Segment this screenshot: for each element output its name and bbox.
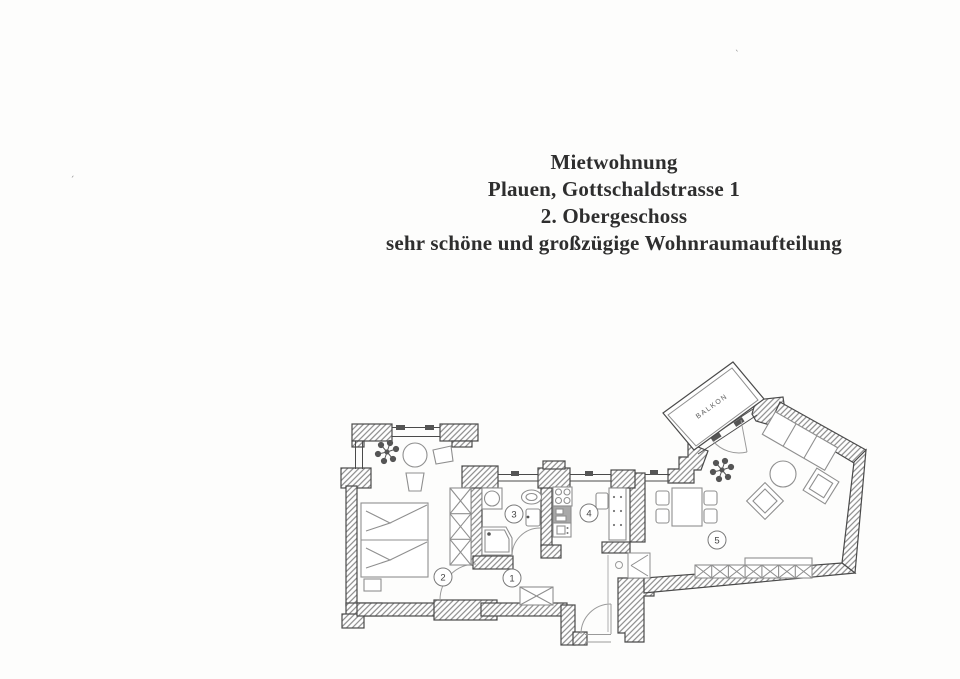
dining-set [656, 488, 717, 526]
plant-icon [710, 458, 733, 481]
scan-speckle: ´ [70, 176, 75, 186]
room-label-kitchen [580, 504, 598, 522]
bedroom-furniture [361, 440, 471, 591]
door-arc-balcony [713, 441, 747, 453]
title-line-property-type: Mietwohnung [550, 150, 678, 174]
wall-living-east [842, 450, 866, 573]
wall-pier-b [538, 468, 570, 488]
door-arc-entrance [581, 604, 611, 634]
wall-kitchen-foot [541, 545, 561, 558]
svg-text:1: 1 [509, 573, 515, 585]
wall-left-bump [341, 468, 371, 488]
title-line-floor: 2. Obergeschoss [540, 204, 688, 228]
title-line-description: sehr schöne und großzügige Wohnraumaufteilung [386, 231, 842, 255]
kitchen-chair [596, 493, 608, 509]
toilet [522, 490, 542, 504]
double-bed [361, 503, 428, 577]
plant-icon [375, 440, 398, 463]
wall-pier-b-bump [543, 461, 565, 469]
wall-bath-south [473, 556, 513, 569]
wall-bay-right-step [452, 441, 472, 447]
kitchen-cabinet [609, 488, 626, 540]
room-label-hallway [503, 569, 521, 587]
wall-bath-kitchen-divider [541, 487, 552, 547]
bedroom-side-table [433, 446, 453, 464]
washbasin [482, 488, 502, 509]
svg-text:3: 3 [511, 509, 517, 521]
nightstand [364, 579, 381, 591]
wall-left [346, 486, 357, 606]
wall-balcony-pier-left [668, 443, 708, 483]
svg-text:2: 2 [440, 572, 446, 584]
door-arc-bathroom [512, 528, 540, 556]
wall-kitchen-south [602, 542, 630, 553]
room-label-living-room [708, 531, 726, 549]
wardrobe [450, 488, 471, 565]
svg-text:4: 4 [586, 508, 592, 520]
door-leaf-balcony [741, 420, 747, 452]
balcony-label: BALKON [694, 392, 730, 421]
wall-pier-a [462, 466, 498, 488]
scan-speckle: ` [735, 50, 740, 60]
hallway-furniture [520, 587, 553, 605]
bidet-sink [526, 509, 540, 526]
door-symbol-living [616, 553, 651, 578]
bedroom-round-table [403, 443, 427, 467]
hall-cabinet [520, 587, 553, 605]
wall-bay-right [440, 424, 478, 441]
kitchen-counter-unit [553, 523, 571, 537]
armchair [803, 468, 839, 504]
armchair [747, 483, 784, 520]
corner-shower [482, 527, 512, 555]
bedroom-chair [406, 473, 424, 491]
coffee-table [770, 461, 796, 487]
kitchen-sink-unit [553, 506, 571, 523]
window-corridor [645, 475, 670, 482]
wall-pier-c [611, 470, 635, 488]
room-label-bathroom [505, 505, 523, 523]
wall-bay-left [352, 424, 392, 441]
svg-text:5: 5 [714, 535, 720, 547]
wall-vestibule-bottom [573, 632, 587, 645]
room-label-bedroom [434, 568, 452, 586]
stove [553, 487, 572, 506]
sideboard [695, 558, 812, 578]
title-line-address: Plauen, Gottschaldstrasse 1 [487, 177, 741, 201]
